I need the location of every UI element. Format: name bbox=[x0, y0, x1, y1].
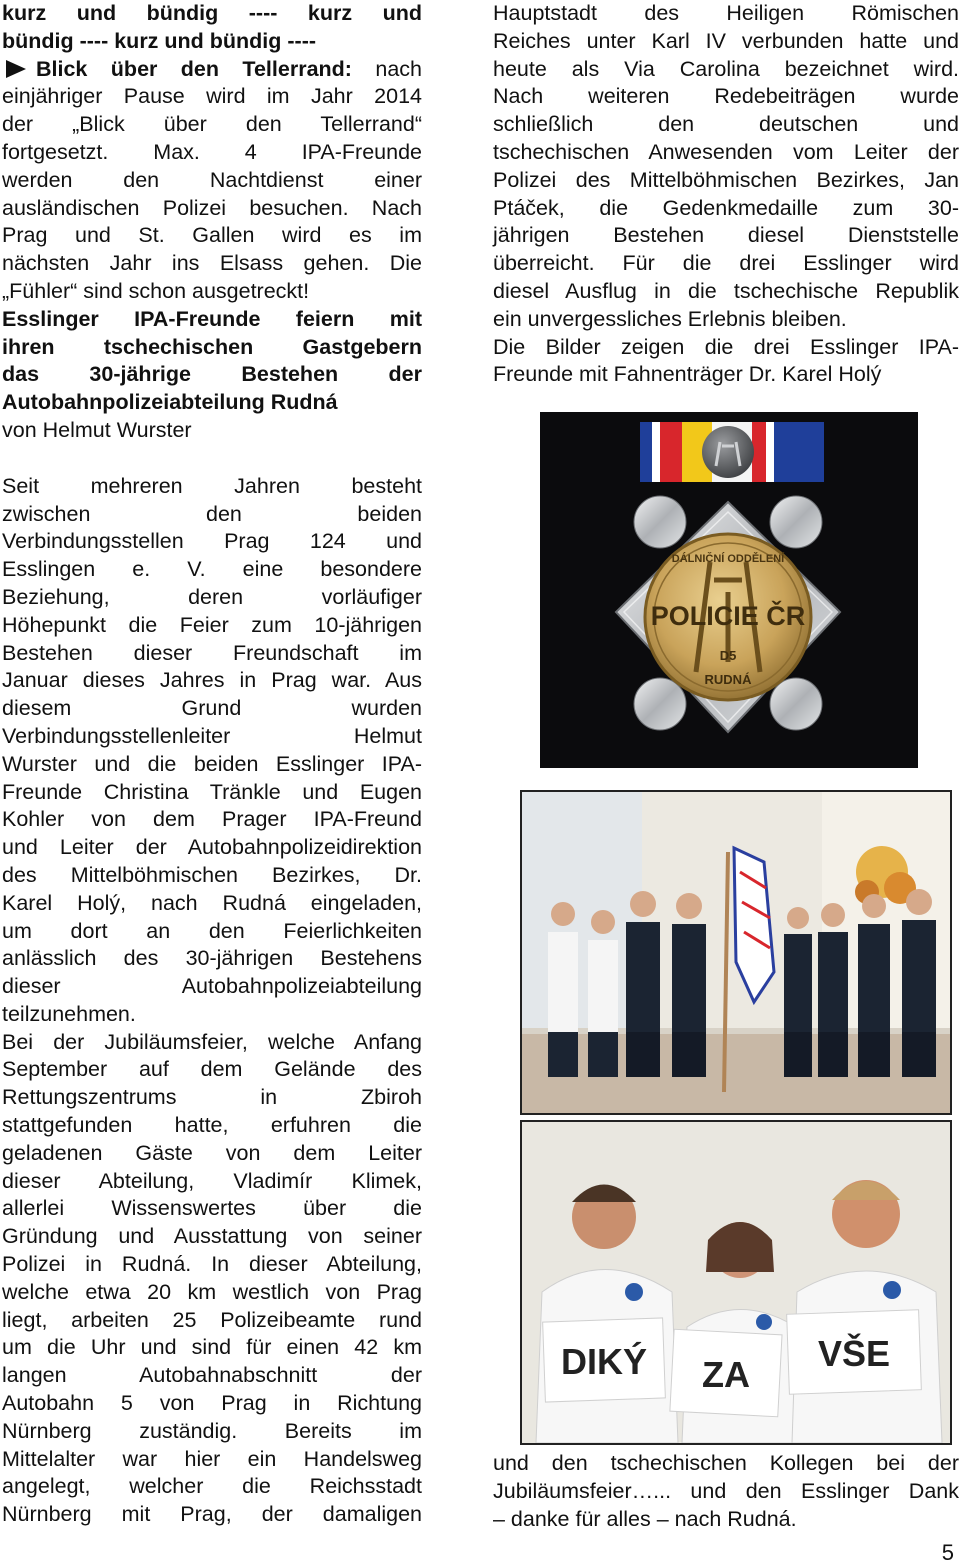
text-line: Hauptstadt des Heiligen Römischen bbox=[493, 1, 959, 25]
text-line: des Mittelböhmischen Bezirkes, Dr. bbox=[2, 862, 422, 887]
blick-line: einjähriger Pause wird im Jahr 2014 bbox=[2, 84, 422, 109]
text-line: anlässlich des 30-jährigen Bestehens bbox=[2, 946, 422, 971]
text-line: schließlich den deutschen und bbox=[493, 112, 959, 137]
text-line: zwischen den beiden bbox=[2, 501, 422, 526]
sign-text: VŠE bbox=[817, 1333, 891, 1374]
text-line: Freunde Christina Tränkle und Eugen bbox=[2, 779, 422, 804]
text-line: Höhepunkt die Feier zum 10-jährigen bbox=[2, 612, 422, 637]
blick-line: der „Blick über den Tellerrand“ bbox=[2, 112, 422, 137]
text-line: teilzunehmen. bbox=[2, 1001, 136, 1026]
article-headline: Esslinger IPA-Freunde feiern mit bbox=[2, 306, 422, 331]
medal-photo bbox=[540, 412, 918, 768]
blick-line: „Fühler“ sind schon ausgetreckt! bbox=[2, 278, 310, 303]
blick-line: ausländischen Polizei besuchen. Nach bbox=[2, 195, 422, 220]
text-line: dieser Abteilung, Vladimír Klimek, bbox=[2, 1168, 422, 1193]
text-line: Verbindungsstellen Prag 124 und bbox=[2, 529, 422, 554]
ribbon-button bbox=[702, 426, 754, 478]
blick-line: fortgesetzt. Max. 4 IPA-Freunde bbox=[2, 139, 422, 164]
text-line: Nürnberg zuständig. Bereits im bbox=[2, 1418, 422, 1443]
sign-vse bbox=[787, 1310, 922, 1395]
text-line: liegt, arbeiten 25 Polizeibeamte rund bbox=[2, 1307, 422, 1332]
text-line: Gründung und Ausstattung von seiner bbox=[2, 1224, 422, 1249]
text-line: Nürnberg mit Prag, der damaligen bbox=[2, 1502, 422, 1527]
sign-text: ZA bbox=[702, 1354, 750, 1395]
text-line: Mittelalter war hier ein Handelsweg bbox=[2, 1446, 422, 1471]
continued-text bbox=[493, 0, 959, 334]
byline: von Helmut Wurster bbox=[2, 417, 192, 442]
text-line: Polizei des Mittelböhmischen Bezirkes, Jan bbox=[493, 167, 959, 192]
signs-photo bbox=[520, 1120, 952, 1445]
text-line: geladenen Gäste von dem Leiter bbox=[2, 1140, 422, 1165]
text-line: Kohler von dem Prager IPA-Freund bbox=[2, 807, 422, 832]
text-line: diesem Grund wurden bbox=[2, 696, 422, 721]
right-column bbox=[493, 0, 959, 389]
text-line: Polizei in Rudná. In dieser Abteilung, bbox=[2, 1252, 422, 1277]
closing-text bbox=[493, 1450, 959, 1533]
page-number: 5 bbox=[941, 1540, 954, 1565]
blick-line: werden den Nachtdienst einer bbox=[2, 167, 422, 192]
text-line: dieser Autobahnpolizeiabteilung bbox=[2, 974, 422, 999]
text-line: tschechischen Anwesenden vom Leiter der bbox=[493, 139, 959, 164]
text-line: um die Uhr und sind für einen 42 km bbox=[2, 1335, 422, 1360]
sign-text: DIKÝ bbox=[560, 1341, 648, 1382]
medal-text-top: DÁLNIČNÍ ODDĚLENÍ bbox=[671, 553, 785, 565]
sign-za bbox=[670, 1329, 782, 1417]
article-body bbox=[2, 473, 422, 1529]
medal-text-road: D5 bbox=[719, 648, 737, 663]
text-line: Esslingen e. V. eine besondere bbox=[2, 557, 422, 582]
text-line: Seit mehreren Jahren besteht bbox=[2, 473, 422, 498]
text-line: welche etwa 20 km westlich von Prag bbox=[2, 1279, 422, 1304]
text-line: Verbindungsstellenleiter Helmut bbox=[2, 723, 422, 748]
medal-text-main: POLICIE ČR bbox=[650, 601, 806, 631]
spacer bbox=[2, 445, 422, 473]
text-line: Reiches unter Karl IV verbunden hatte und bbox=[493, 28, 959, 53]
text-line: jährigen Bestehen diesel Dienststelle bbox=[493, 223, 959, 248]
article-headline: ihren tschechischen Gastgebern bbox=[2, 334, 422, 359]
sign-diky bbox=[543, 1318, 666, 1402]
text-line: stattgefunden hatte, erfuhren die bbox=[2, 1113, 422, 1138]
text-line: um dort an den Feierlichkeiten bbox=[2, 918, 422, 943]
text-line: überreicht. Für die drei Esslinger wird bbox=[493, 251, 959, 276]
blick-paragraph: Blick über den Tellerrand: nach bbox=[2, 56, 422, 84]
article-headline: das 30-jährige Bestehen der bbox=[2, 362, 422, 387]
text-line: Die Bilder zeigen die drei Esslinger IPA- bbox=[493, 334, 959, 359]
text-line: langen Autobahnabschnitt der bbox=[2, 1363, 422, 1388]
article-headline: Autobahnpolizeiabteilung Rudná bbox=[2, 390, 338, 415]
text-line: heute als Via Carolina bezeichnet wird. bbox=[493, 56, 959, 81]
text-line: – danke für alles – nach Rudná. bbox=[493, 1506, 797, 1531]
text-line: Autobahn 5 von Prag in Richtung bbox=[2, 1391, 422, 1416]
banner-line: kurz und bündig ---- kurz und bbox=[2, 1, 422, 25]
text-line: Jubiläumsfeier…... und den Esslinger Dank bbox=[493, 1478, 959, 1503]
text-line: Bestehen dieser Freundschaft im bbox=[2, 640, 422, 665]
text-line: Ptáček, die Gedenkmedaille zum 30- bbox=[493, 195, 959, 220]
banner-line: bündig ---- kurz und bündig ---- bbox=[2, 28, 317, 53]
text-line: Rettungszentrums in Zbiroh bbox=[2, 1085, 422, 1110]
image-caption bbox=[493, 334, 959, 390]
text-line: und Leiter der Autobahnpolizeidirektion bbox=[2, 835, 422, 860]
text-line: Karel Holý, nach Rudná eingeladen, bbox=[2, 890, 422, 915]
text-line: ein unvergessliches Erlebnis bleiben. bbox=[493, 306, 847, 331]
text-line: September auf dem Gelände des bbox=[2, 1057, 422, 1082]
blick-label: Blick über den Tellerrand: bbox=[36, 56, 352, 81]
triangle-bullet-icon bbox=[6, 60, 26, 78]
text-line: Bei der Jubiläumsfeier, welche Anfang bbox=[2, 1029, 422, 1054]
text-line: und den tschechischen Kollegen bei der bbox=[493, 1451, 959, 1475]
text-line: Nach weiteren Redebeiträgen wurde bbox=[493, 84, 959, 109]
text-line: Beziehung, deren vorläufiger bbox=[2, 584, 422, 609]
text-line: angelegt, welcher die Reichsstadt bbox=[2, 1474, 422, 1499]
left-column bbox=[2, 0, 422, 1529]
group-photo bbox=[520, 790, 952, 1115]
text-line: Freunde mit Fahnenträger Dr. Karel Holý bbox=[493, 362, 882, 387]
blick-line: nächsten Jahr ins Elsass gehen. Die bbox=[2, 251, 422, 276]
medal-text-bottom: RUDNÁ bbox=[704, 672, 752, 687]
text-line: allerlei Wissenswertes über die bbox=[2, 1196, 422, 1221]
text-line: Januar dieses Jahres in Prag war. Aus bbox=[2, 668, 422, 693]
text-line: diesel Ausflug in die tschechische Republik bbox=[493, 278, 959, 303]
text-line: Wurster und die beiden Esslinger IPA- bbox=[2, 751, 422, 776]
blick-line: Prag und St. Gallen wird es im bbox=[2, 223, 422, 248]
